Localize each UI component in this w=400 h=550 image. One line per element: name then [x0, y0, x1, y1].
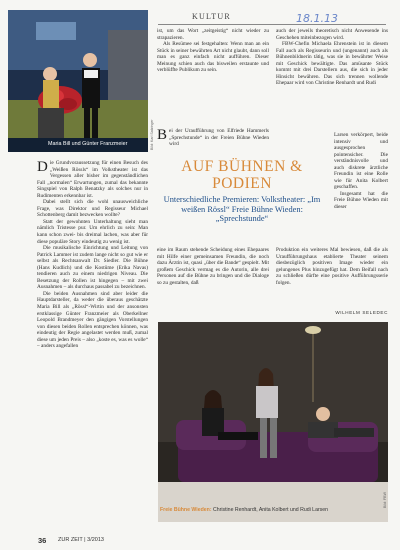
column-2-bottom	[157, 247, 269, 315]
col3-paragraph: FBW-Chefin Michaela Ehrenstein ist in diesem Fall auch als Regisseurin und (ungenannt) auch als Bühnenbildnerin tätig, was sie in bewährter Weise mit Geschick bewältigte. Das amüsante Stück kommt mit drei Darstellern aus, die sich in jeder Hinsicht bewähren. Das sich trennen wollende Ehepaar wird von Christine Renhardt und Rudi	[276, 41, 388, 87]
headline-subtitle: Unterschiedliche Premieren: Volkstheater: „Im weißen Rössl“ Freie Bühne Wieden: „Sprechstunde“	[163, 195, 321, 224]
photo-rossl-image	[8, 10, 148, 152]
photo-sprechstunde	[158, 322, 388, 522]
author-byline: WILHELM SELEDEC	[335, 310, 388, 315]
col1-paragraph: Die musikalische Einrichtung und Leitung von Patrick Lammer ist zudem lange nicht so gut wie er selbst als Rechtsanwalt Dr. Siedler. Die Bühne (Hans Kudlich) und die Kostüme (Erika Navas) tendieren auch zu einem niedrigen Niveau. Die Besetzung der Rollen ist hingegen – mit zwei Ausnahmen – als durchaus passabel zu bezeichnen.	[37, 245, 148, 291]
col3-narrow-paragraph: Larsen verkörpert, beide intensiv und ausgesprochen pointensicher. Die verständnisvolle und auch diskrete ärztliche Freundin ist eine Rolle wie für Anita Kolbert geschaffen.	[334, 132, 388, 191]
photo-sprechstunde-image	[158, 322, 388, 522]
dropcap-b: B	[157, 128, 168, 143]
headline-title: AUF BÜHNEN & PODIEN	[181, 158, 303, 192]
publication-info: ZUR ZEIT | 3/2013	[58, 537, 104, 543]
column-2-top	[157, 28, 269, 134]
col3-bottom-text: Produktion ein weiteres Mal bewiesen, daß die als Uraufführungshaus etablierte Theater seinem diesbezüglich positiven Image wieder ein gelungenes Plus hinzugefügt hat. Dem Beifall nach zu schließen dürfte eine positive Aufführungsserie folgen.	[276, 247, 388, 286]
caption-names: Christine Renhardt, Anita Kolbert und Rudi Larsen	[211, 507, 329, 513]
col3-paragraph: auch der jeweils theoretisch nicht Anwesende ins Geschehen miteinbezogen wird.	[276, 28, 388, 41]
col1-paragraph: Die beiden Ausnahmen sind aber leider die Hauptdarsteller, da weder die überaus geschätzte Maria Bill als „Rössl“-Wirtin und der ansonsten erstklassige Günter Franzmeier als Oberkellner Leopold Brandmeyer den gängigen Vorstellungen von diesen beiden Rollen entsprechen können, was eindeutig der Regie angelastet werden muß, zumal diese um jeden Preis – also „koste es, was es wolle“ – anders angefallen	[37, 290, 148, 350]
column-3-bottom	[276, 247, 388, 309]
col1-paragraph: Dabei stellt sich die wohl unausweichliche Frage, was Direktor und Regisseur Michael Schottenberg damit bezwecken wollte?	[37, 199, 148, 219]
col2-second-lead: ei der Uraufführung von Elfriede Hammerls „Sprechstunde“ in der Freien Bühne Wieden wird	[169, 128, 269, 148]
page-number: 36	[38, 536, 47, 545]
col2-paragraph: ist, um das Wort „zeitgeistig“ nicht wieder zu strapazieren.	[157, 28, 269, 41]
handwritten-date: 18.1.13	[296, 12, 338, 25]
col2-paragraph: Als Resümee sei festgehalten: Wenn man an ein Stück in seiner bewährten Art nicht glaubt, dann soll man es ganz einfach nicht aufführen. Dieser Meinung schien auch das bisweilen erstaunte und verblüffte Publikum zu sein.	[157, 41, 269, 74]
header-rule	[158, 24, 386, 25]
column-3-narrow	[334, 132, 388, 257]
caption-venue: Freie Bühne Wieden:	[160, 507, 212, 513]
col2-bottom-text: eine im Raum stehende Scheidung eines Ehepaares mit Hilfe einer gemeinsamen Freundin, die noch dazu Ärztin ist, quasi „über die Bande“ gespielt. Mit großem Geschick vermag es die Autorin, alle drei Personen auf die Bühne zu bringen und die Dialoge so zu gestalten, daß	[157, 247, 269, 286]
col1-paragraph: Statt der gewohnten Unterhaltung sieht man nämlich Tristesse pur. Um ehrlich zu sein: Man kann schon zwei- bis dreimal lachen, was aber für diese populäre Story eindeutig zu wenig ist.	[37, 218, 148, 245]
photo-rossl-credit: Bild: Karl Satzinger	[150, 119, 154, 150]
column-2-second-article	[157, 128, 269, 150]
section-header: KULTUR	[192, 12, 231, 21]
photo-sprechstunde-caption	[160, 507, 386, 513]
photo-rossl-caption: Maria Bill und Günter Franzmeier	[48, 141, 128, 147]
column-3-top	[276, 28, 388, 132]
headline-box	[156, 150, 328, 246]
col3-narrow-paragraph: Insgesamt hat die Freie Bühne Wieden mit dieser	[334, 190, 388, 211]
dropcap-d: D	[37, 160, 48, 175]
col1-lead: ie Grundvoraussetzung für einen Besuch des „Weißen Rössls“ im Volkstheater ist das Vergessen aller bisher im gegenständlichen Fall „normalen“ Erwartungen, zumal das bekannte Singspiel von Ralph Benatzky als solches nur in Rudimenten erkennbar ist.	[37, 160, 148, 199]
photo-sprechstunde-credit: Bild: FBW	[383, 492, 387, 508]
column-1	[37, 160, 148, 535]
photo-rossl	[8, 10, 148, 152]
